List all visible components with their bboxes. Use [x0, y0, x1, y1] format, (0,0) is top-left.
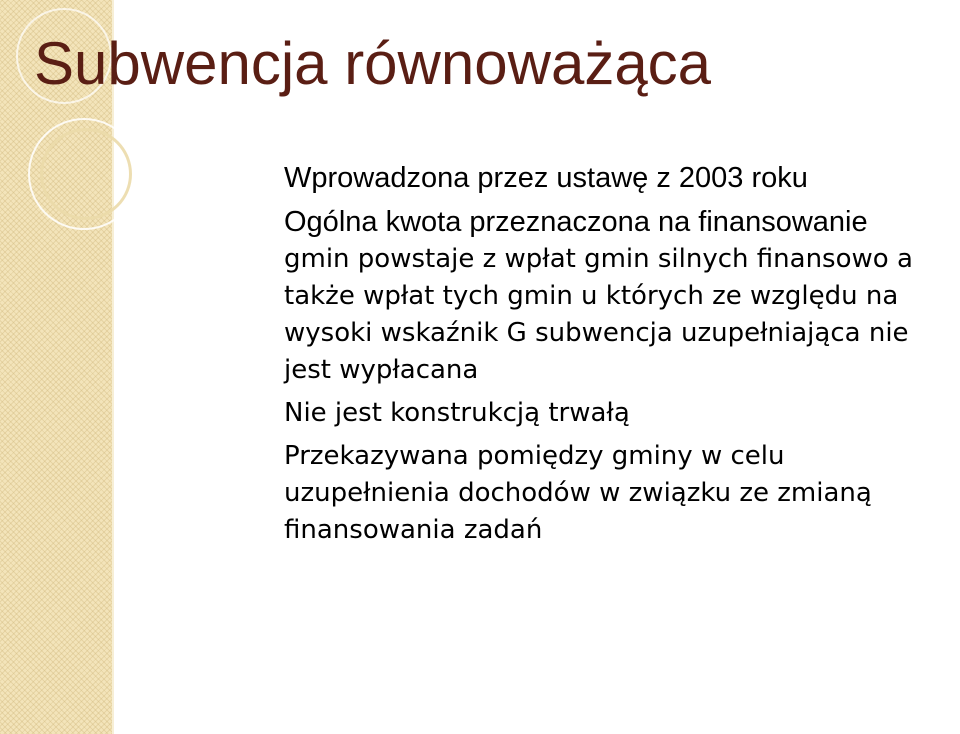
side-band-edge: [112, 0, 114, 734]
decorative-side-band: [0, 0, 112, 734]
bullet-line: finansowania zadań: [284, 515, 543, 545]
bullet-line: wysoki wskaźnik G subwencja uzupełniająca nie: [284, 318, 909, 348]
bullet-item: [284, 395, 954, 432]
bullet-list: [284, 158, 954, 555]
bullet-line: Nie jest konstrukcją trwałą: [284, 398, 630, 428]
bullet-item: [284, 158, 954, 198]
bullet-item: [284, 438, 954, 549]
bullet-item: [284, 204, 954, 389]
bullet-line: Wprowadzona przez ustawę z 2003 roku: [284, 162, 808, 194]
bullet-line: jest wypłacana: [284, 355, 479, 385]
bullet-line: uzupełnienia dochodów w związku ze zmianą: [284, 478, 872, 508]
bullet-line: Przekazywana pomiędzy gminy w celu: [284, 441, 785, 471]
bullet-line: także wpłat tych gmin u których ze względu na: [284, 281, 899, 311]
bullet-line: Ogólna kwota przeznaczona na finansowanie: [284, 206, 868, 238]
slide-title: Subwencja równoważąca: [34, 30, 712, 97]
bullet-line: gmin powstaje z wpłat gmin silnych finansowo a: [284, 244, 913, 274]
decorative-ring-inner: [40, 128, 132, 220]
